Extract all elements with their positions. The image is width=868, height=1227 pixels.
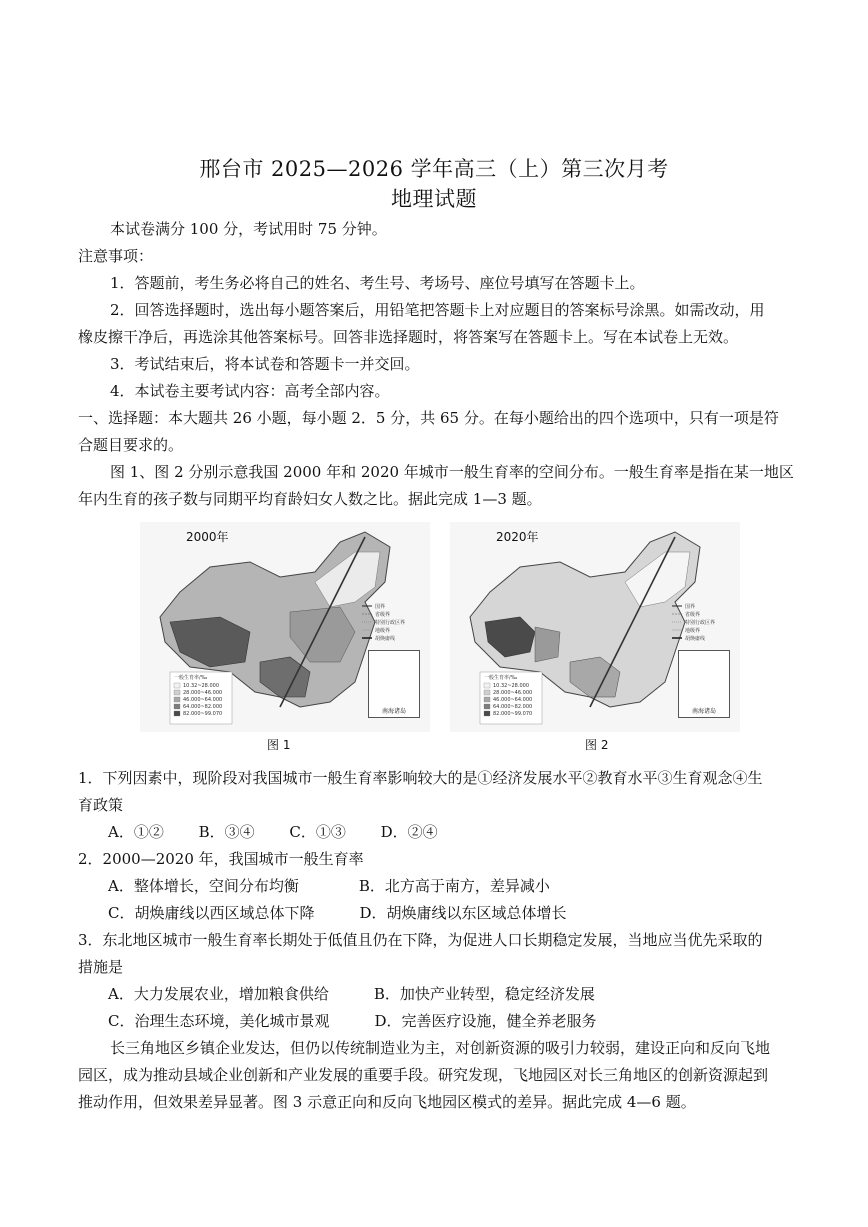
svg-text:国界: 国界 bbox=[375, 604, 386, 610]
passage-2-cont-1: 园区，成为推动县域企业创新和产业发展的重要手段。研究发现，飞地园区对长三角地区的创新资源起到 bbox=[78, 1066, 769, 1084]
question-2-options-cd: C．胡焕庸线以西区域总体下降 D．胡焕庸线以东区域总体增长 bbox=[108, 904, 567, 922]
south-china-sea-inset-2000: 南海诸岛 bbox=[368, 650, 420, 718]
svg-text:28.000~46.000: 28.000~46.000 bbox=[183, 690, 223, 696]
svg-text:省级界: 省级界 bbox=[375, 612, 391, 618]
question-1: 1．下列因素中，现阶段对我国城市一般生育率影响较大的是①经济发展水平②教育水平③生育观念④生 bbox=[78, 769, 763, 787]
question-2: 2．2000—2020 年，我国城市一般生育率 bbox=[78, 850, 364, 868]
question-2-options-ab: A．整体增长，空间分布均衡 B．北方高于南方，差异减小 bbox=[108, 877, 550, 895]
notice-item-2: 2．回答选择题时，选出每小题答案后，用铅笔把答题卡上对应题目的答案标号涂黑。如需改动，用 bbox=[110, 301, 765, 319]
svg-text:地级界: 地级界 bbox=[375, 628, 391, 634]
svg-text:胡焕庸线: 胡焕庸线 bbox=[685, 636, 706, 642]
figure-2-caption: 图 2 bbox=[585, 738, 609, 752]
intro-text: 本试卷满分 100 分，考试用时 75 分钟。 bbox=[110, 220, 387, 238]
svg-text:地级界: 地级界 bbox=[685, 628, 701, 634]
question-3-cont: 措施是 bbox=[78, 958, 124, 976]
question-3-options-ab: A．大力发展农业，增加粮食供给 B．加快产业转型，稳定经济发展 bbox=[108, 985, 595, 1003]
svg-text:10.32~28.000: 10.32~28.000 bbox=[183, 683, 219, 689]
legend-2000 bbox=[170, 672, 232, 724]
svg-text:胡焕庸线: 胡焕庸线 bbox=[375, 636, 396, 642]
notice-item-4: 4．本试卷主要考试内容：高考全部内容。 bbox=[110, 382, 390, 400]
passage-2: 长三角地区乡镇企业发达，但仍以传统制造业为主，对创新资源的吸引力较弱，建设正向和反向飞地 bbox=[110, 1039, 771, 1057]
question-3: 3．东北地区城市一般生育率长期处于低值且仍在下降，为促进人口长期稳定发展，当地应当优先采取的 bbox=[78, 931, 763, 949]
map-2020-year-label: 2020年 bbox=[496, 530, 539, 544]
section-heading: 一、选择题：本大题共 26 小题，每小题 2．5 分，共 65 分。在每小题给出的四个选项中，只有一项是符 bbox=[78, 409, 779, 427]
svg-text:省级界: 省级界 bbox=[685, 612, 701, 618]
notice-item-2-cont: 橡皮擦干净后，再选涂其他答案标号。回答非选择题时，将答案写在答题卡上。写在本试卷上无效。 bbox=[78, 328, 739, 346]
svg-text:46.000~64.000: 46.000~64.000 bbox=[183, 697, 223, 703]
svg-text:28.000~46.000: 28.000~46.000 bbox=[493, 690, 533, 696]
notice-heading: 注意事项： bbox=[78, 247, 154, 265]
svg-text:46.000~64.000: 46.000~64.000 bbox=[493, 697, 533, 703]
map-2000-year-label: 2000年 bbox=[186, 530, 229, 544]
question-1-cont: 育政策 bbox=[78, 796, 124, 814]
svg-text:一般生育率/‰: 一般生育率/‰ bbox=[174, 675, 208, 681]
passage-1: 图 1、图 2 分别示意我国 2000 年和 2020 年城市一般生育率的空间分布。一般生育率是指在某一地区 bbox=[110, 463, 794, 481]
section-heading-cont: 合题目要求的。 bbox=[78, 436, 184, 454]
legend-2020 bbox=[480, 672, 542, 724]
svg-text:特别行政区界: 特别行政区界 bbox=[375, 620, 406, 626]
map-2000 bbox=[140, 522, 430, 732]
svg-text:64.000~82.000: 64.000~82.000 bbox=[183, 704, 223, 710]
svg-text:82.000~99.070: 82.000~99.070 bbox=[183, 711, 223, 717]
question-1-options: A．①② B．③④ C．①③ D．②④ bbox=[108, 823, 438, 841]
svg-text:82.000~99.070: 82.000~99.070 bbox=[493, 711, 533, 717]
fertility-maps-figure bbox=[130, 522, 740, 752]
notice-item-1: 1．答题前，考生务必将自己的姓名、考生号、考场号、座位号填写在答题卡上。 bbox=[110, 274, 645, 292]
notice-item-3: 3．考试结束后，将本试卷和答题卡一并交回。 bbox=[110, 355, 420, 373]
svg-text:10.32~28.000: 10.32~28.000 bbox=[493, 683, 529, 689]
svg-text:国界: 国界 bbox=[685, 604, 696, 610]
passage-1-cont: 年内生育的孩子数与同期平均育龄妇女人数之比。据此完成 1—3 题。 bbox=[78, 490, 542, 508]
svg-text:一般生育率/‰: 一般生育率/‰ bbox=[484, 675, 518, 681]
south-china-sea-inset-2020: 南海诸岛 bbox=[678, 650, 730, 718]
question-3-options-cd: C．治理生态环境，美化城市景观 D．完善医疗设施，健全养老服务 bbox=[108, 1012, 597, 1030]
exam-title: 邢台市 2025—2026 学年高三（上）第三次月考 bbox=[199, 157, 669, 181]
passage-2-cont-2: 推动作用，但效果差异显著。图 3 示意正向和反向飞地园区模式的差异。据此完成 4—6 题。 bbox=[78, 1093, 696, 1111]
svg-text:特别行政区界: 特别行政区界 bbox=[685, 620, 716, 626]
figure-1-caption: 图 1 bbox=[267, 738, 291, 752]
map-2020 bbox=[450, 522, 740, 732]
svg-text:64.000~82.000: 64.000~82.000 bbox=[493, 704, 533, 710]
exam-subtitle: 地理试题 bbox=[391, 187, 477, 211]
